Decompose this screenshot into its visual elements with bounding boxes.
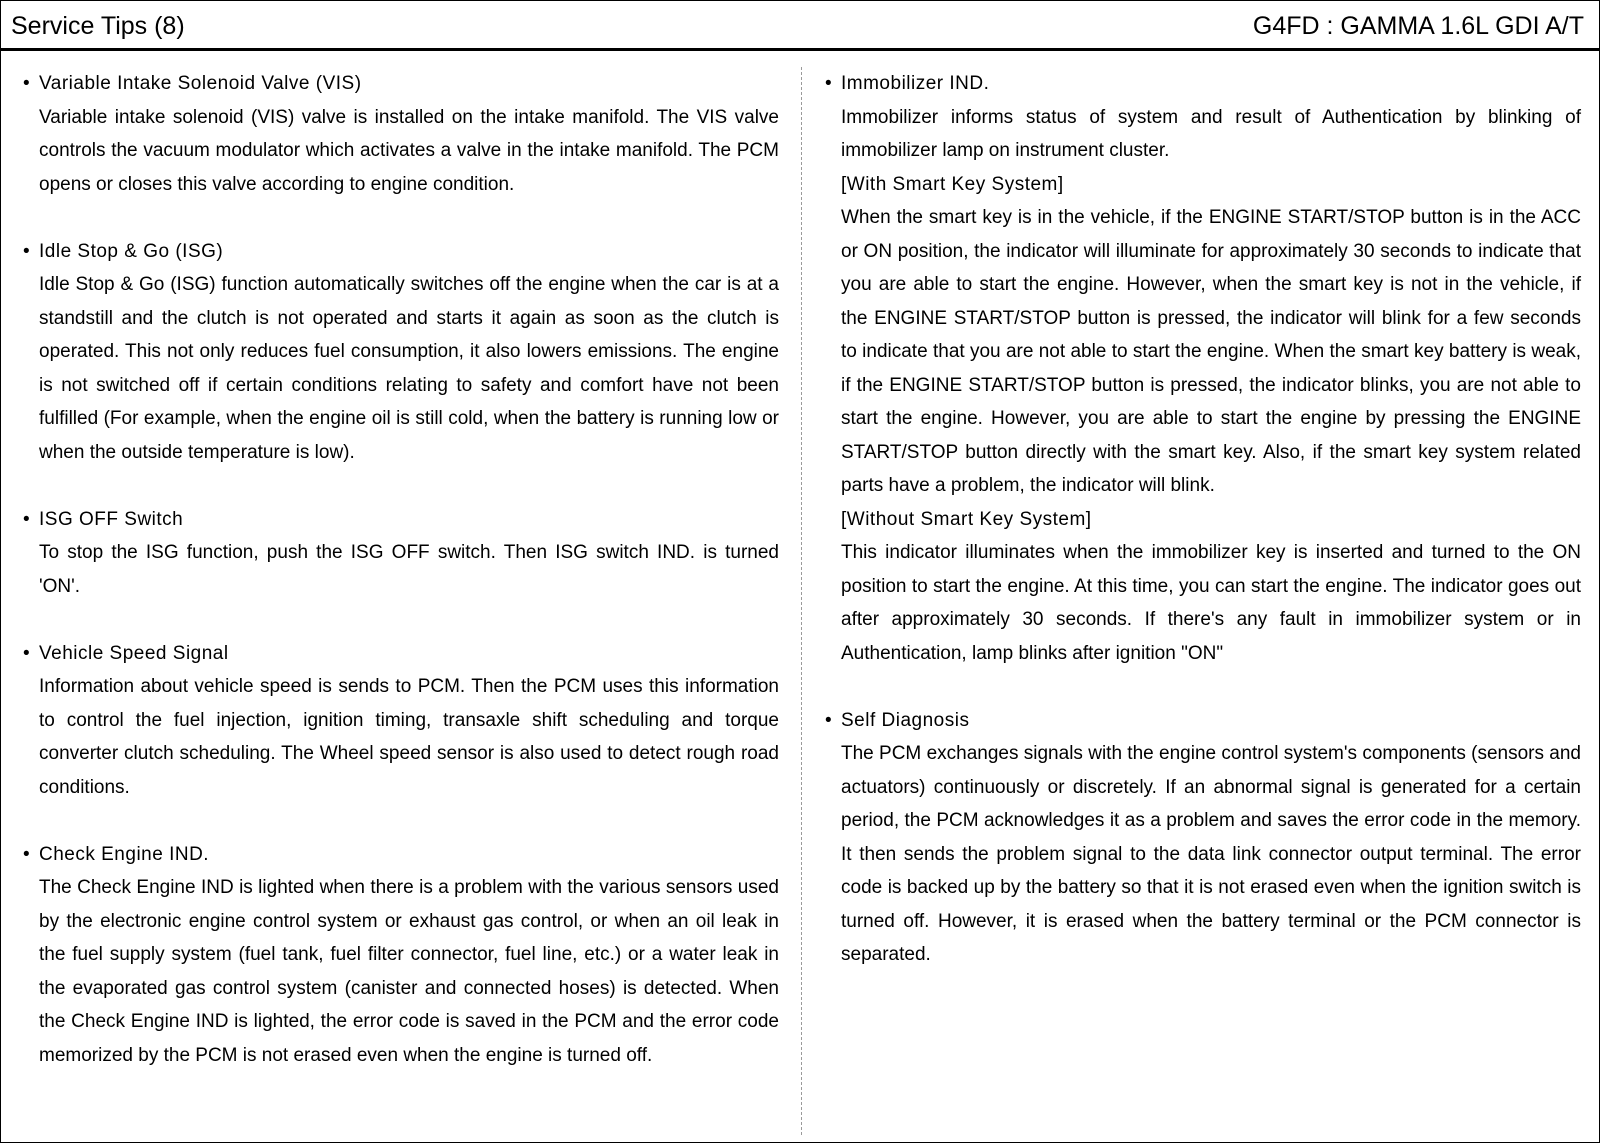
engine-model-label: G4FD : GAMMA 1.6L GDI A/T (1252, 12, 1584, 40)
section-vis (23, 67, 779, 201)
section-body: Variable intake solenoid (VIS) valve is installed on the intake manifold. The VIS valve controls the vacuum modulator which activates a valve in the intake manifold. The PCM opens or closes this valve according to engine condition. (39, 106, 779, 195)
section-title: • Idle Stop & Go (ISG) (39, 235, 779, 269)
section-body: Information about vehicle speed is sends to PCM. Then the PCM uses this information to control the fuel injection, ignition timing, transaxle shift scheduling and torque converter clutch scheduling. The Wheel speed sensor is also used to detect rough road conditions. (39, 676, 779, 798)
section-isg-off-switch (23, 503, 779, 604)
section-body: To stop the ISG function, push the ISG OFF switch. Then ISG switch IND. is turned 'ON'. (39, 542, 779, 597)
section-title: • Vehicle Speed Signal (39, 637, 779, 671)
section-title: • Immobilizer IND. (841, 67, 1581, 101)
section-body: The Check Engine IND is lighted when there is a problem with the various sensors used by the electronic engine control system or exhaust gas control, or when an oil leak in the fuel supply system (fuel tank, fuel filter connector, fuel line, etc.) or a water leak in the evaporated gas control system (canister and connected hoses) is detected. When the Check Engine IND is lighted, the error code is saved in the PCM and the error code memorized by the PCM is not erased even when the engine is turned off. (39, 877, 779, 1066)
section-check-engine (23, 838, 779, 1073)
bullet-icon: • (23, 642, 31, 664)
section-title: • Self Diagnosis (841, 704, 1581, 738)
left-column (23, 67, 779, 1106)
bullet-icon: • (23, 843, 31, 865)
section-body: Idle Stop & Go (ISG) function automatically switches off the engine when the car is at a standstill and the clutch is not operated and starts it again as soon as the clutch is operated. This not only reduces fuel consumption, it also lowers emissions. The engine is not switched off if certain conditions relating to safety and comfort have not been fulfilled (For example, when the engine oil is still cold, when the battery is running low or when the outside temperature is low). (39, 274, 779, 463)
section-body: Immobilizer informs status of system and result of Authentication by blinking of immobilizer lamp on instrument cluster. (841, 106, 1581, 161)
right-column (825, 67, 1581, 1005)
section-title: • Variable Intake Solenoid Valve (VIS) (39, 67, 779, 101)
no-smart-key-body: This indicator illuminates when the immobilizer key is inserted and turned to the ON position to start the engine. At this time, you can start the engine. The indicator goes out after approximately 30 seconds. If there's any fault in immobilizer system or in Authentication, lamp blinks after ignition "ON" (841, 542, 1581, 664)
section-immobilizer (825, 67, 1581, 670)
no-smart-key-heading: [Without Smart Key System] (841, 508, 1092, 530)
section-title: • Check Engine IND. (39, 838, 779, 872)
section-self-diagnosis (825, 704, 1581, 972)
section-isg (23, 235, 779, 470)
section-body: The PCM exchanges signals with the engine control system's components (sensors and actuators) continuously or discretely. If an abnormal signal is generated for a certain period, the PCM acknowledges it as a problem and saves the error code in the memory. It then sends the problem signal to the data link connector output terminal. The error code is backed up by the battery so that it is not erased even when the ignition switch is turned off. However, it is erased when the battery terminal or the PCM connector is separated. (841, 743, 1581, 965)
page-title: Service Tips (8) (11, 12, 185, 40)
bullet-icon: • (23, 508, 31, 530)
page-header (1, 1, 1599, 51)
smart-key-body: When the smart key is in the vehicle, if the ENGINE START/STOP button is in the ACC or ON position, the indicator will illuminate for approximately 30 seconds to indicate that you are able to start the engine. However, when the smart key is not in the vehicle, if the ENGINE START/STOP button is pressed, the indicator will blink for a few seconds to indicate that you are not able to start the engine. When the smart key battery is weak, if the ENGINE START/STOP button is pressed, the indicator blinks, you are not able to start the engine. However, you are able to start the engine by pressing the ENGINE START/STOP button directly with the smart key. Also, if the smart key system related parts have a problem, the indicator will blink. (841, 207, 1581, 496)
bullet-icon: • (825, 73, 833, 94)
bullet-icon: • (825, 709, 833, 731)
bullet-icon: • (23, 73, 31, 94)
section-title: • ISG OFF Switch (39, 503, 779, 537)
section-vehicle-speed-signal (23, 637, 779, 805)
smart-key-heading: [With Smart Key System] (841, 173, 1064, 195)
column-divider (801, 67, 802, 1135)
bullet-icon: • (23, 240, 31, 262)
